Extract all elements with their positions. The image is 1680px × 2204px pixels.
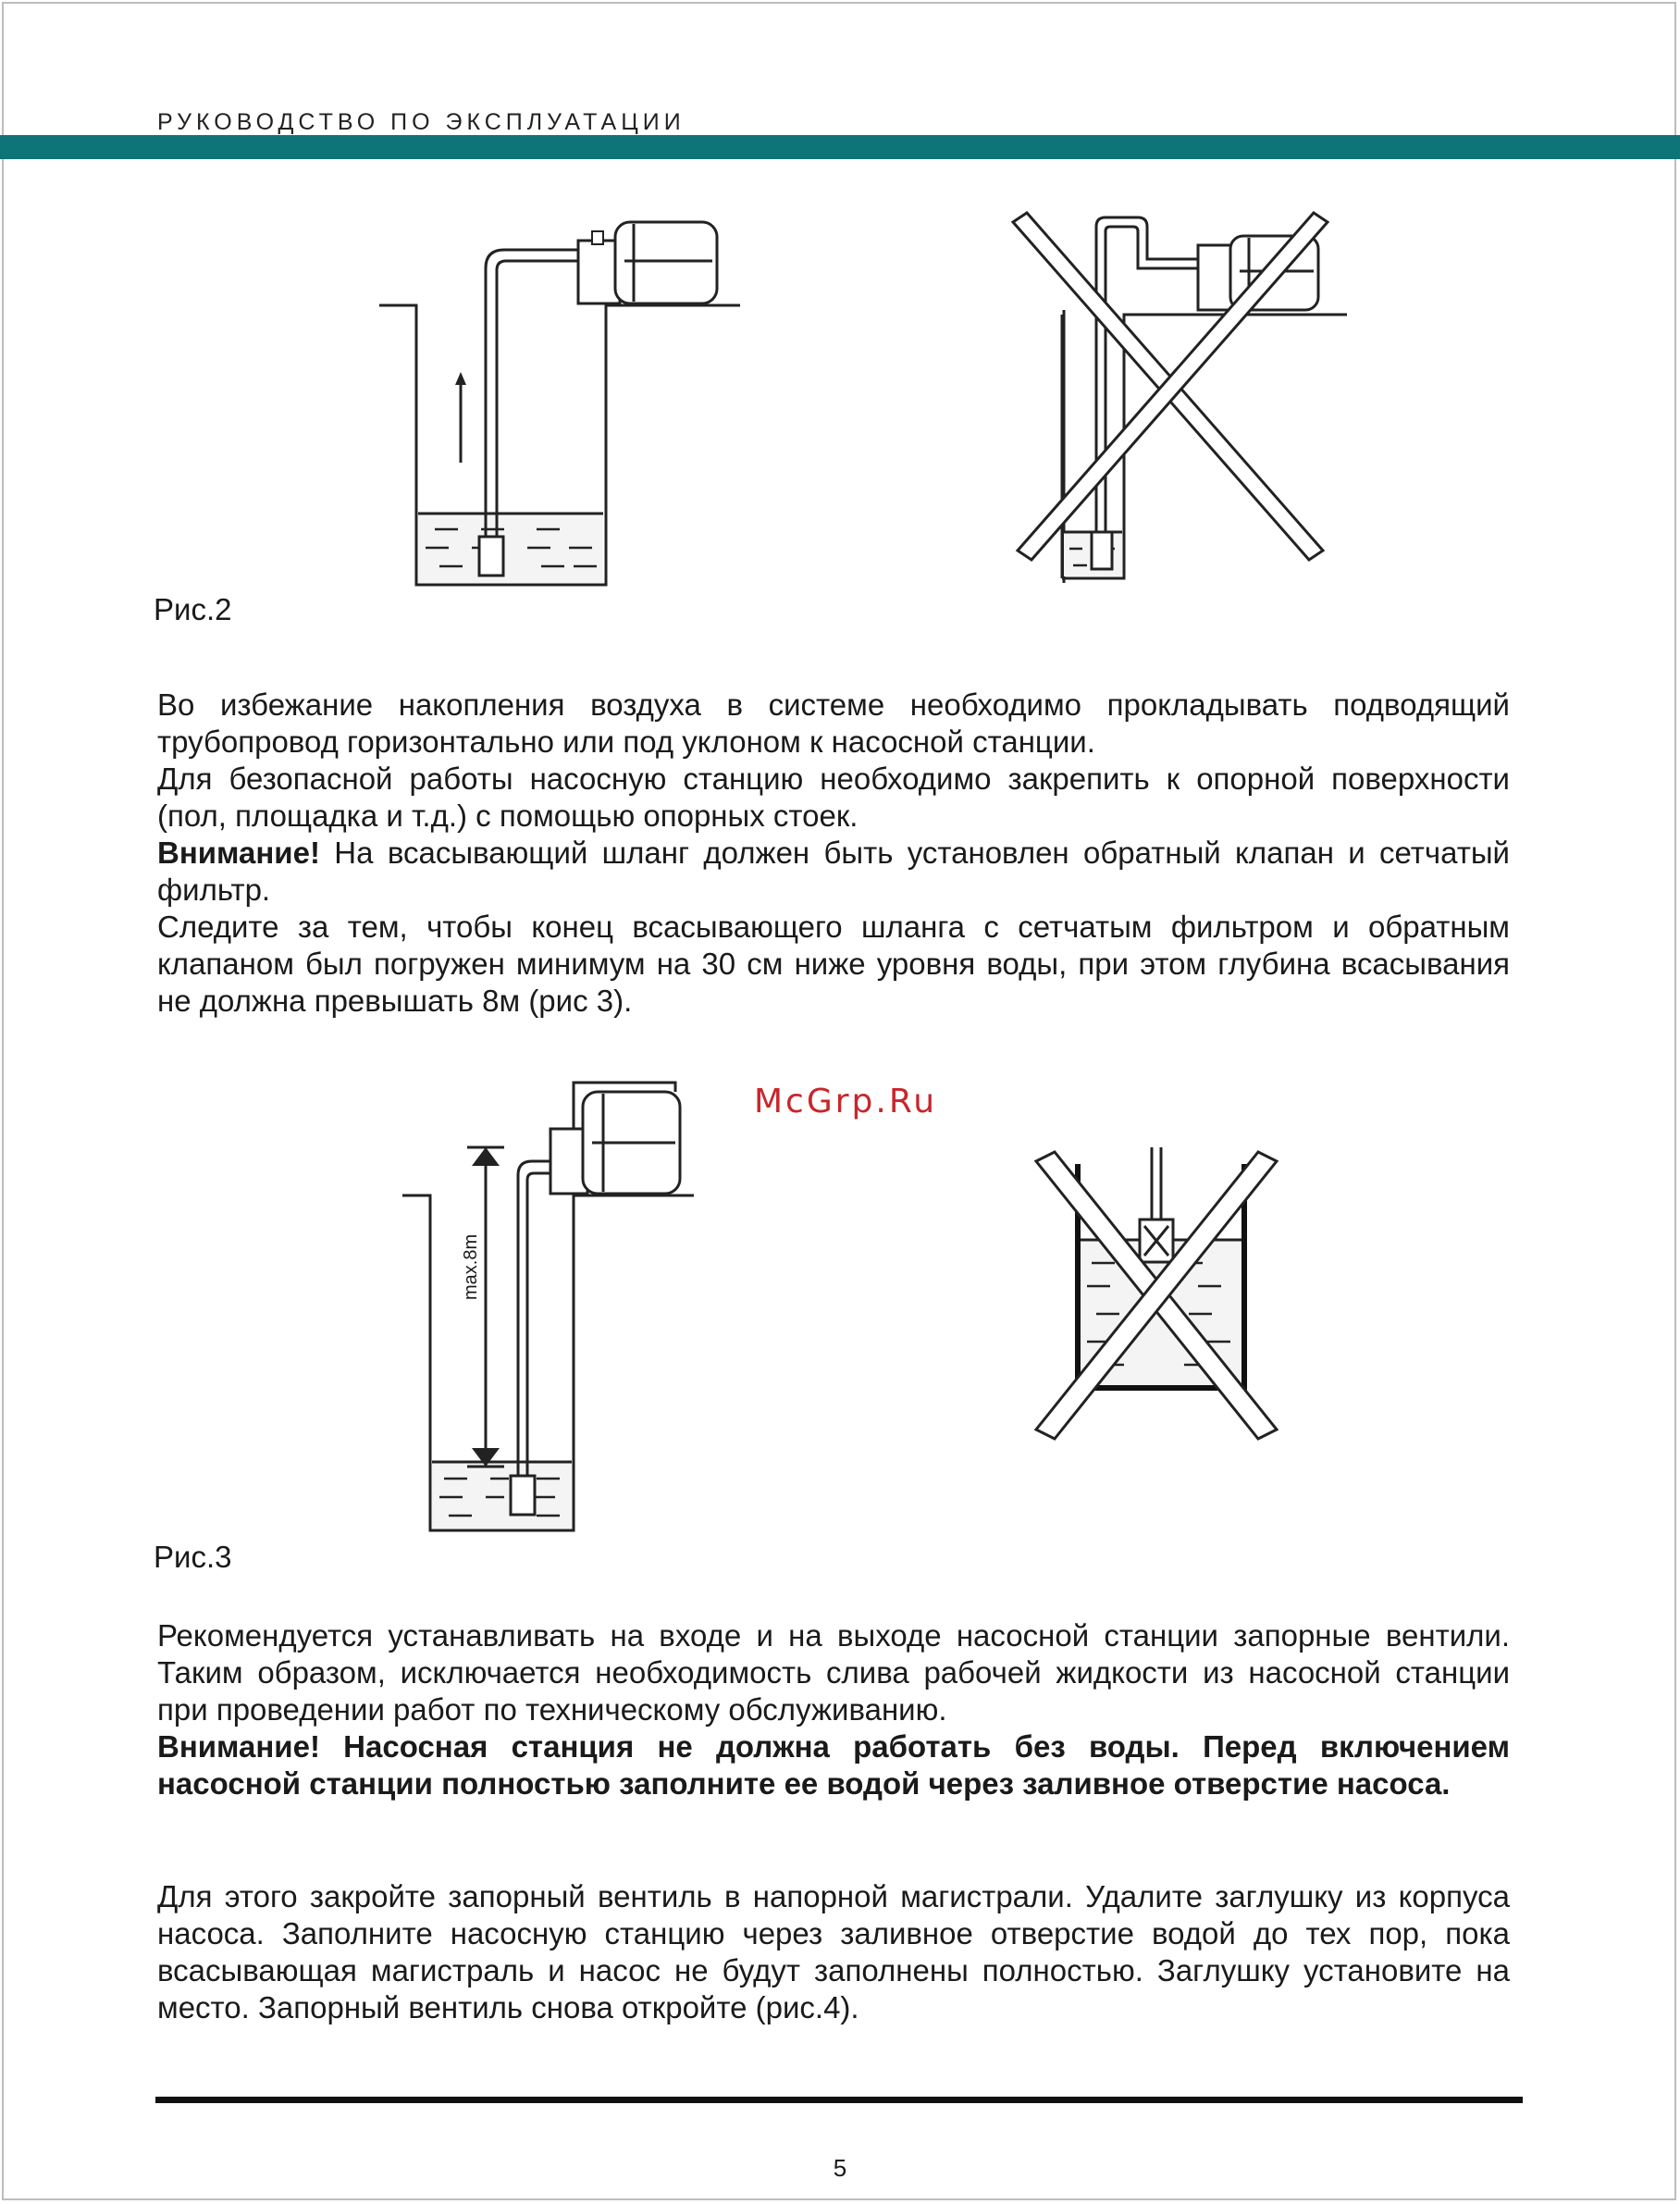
paragraph-filling-procedure: Для этого закройте запорный вентиль в напорной магистрали. Удалите заглушку из корпуса насоса. Заполните насосную станцию через заливное отверстие водой до тех пор, пока всасывающая магистраль и насос не будут заполнены полностью. Заглушку установите на место. Запорный вентиль снова откройте (рис.4). <box>157 1879 1510 2024</box>
paragraph-fixing: Для безопасной работы насосную станцию необходимо закрепить к опорной поверхности (пол, площадка и т.д.) с помощью опорных стоек. <box>157 761 1510 833</box>
attention-label: Внимание! <box>157 836 320 870</box>
depth-label: max.8m <box>461 1233 481 1300</box>
paragraph-attention-dry-run: Внимание! Насосная станция не должна работать без воды. Перед включением насосной станции полностью заполните ее водой через заливное отверстие насоса. <box>157 1729 1510 1801</box>
watermark: McGrp.Ru <box>754 1083 938 1121</box>
fig2-incorrect-diagram <box>1008 208 1360 583</box>
paragraph-attention-valve <box>157 835 1510 909</box>
fig2-caption: Рис.2 <box>154 592 232 626</box>
header-bar <box>0 135 1680 159</box>
header-title: РУКОВОДСТВО ПО ЭКСПЛУАТАЦИИ <box>157 109 686 135</box>
fig3-depth-diagram <box>398 1073 703 1536</box>
fig3-caption: Рис.3 <box>154 1540 232 1574</box>
paragraph-suction-depth: Следите за тем, чтобы конец всасывающего шланга с сетчатым фильтром и обратным клапаном был погружен минимум на 30 см ниже уровня воды, при этом глубина всасывания не должна превышать 8м (рис 3). <box>157 910 1510 1018</box>
attention-text: На всасывающий шланг должен быть установлен обратный клапан и сетчатый фильтр. <box>157 836 1510 907</box>
fig2-correct-diagram <box>370 204 759 592</box>
page-number: 5 <box>833 2154 847 2182</box>
footer-rule <box>155 2097 1523 2103</box>
paragraph-air-accumulation: Во избежание накопления воздуха в системе необходимо прокладывать подводящий трубопровод горизонтально или под уклоном к насосной станции. <box>157 687 1510 759</box>
paragraph-shutoff-valves: Рекомендуется устанавливать на входе и на выходе насосной станции запорные вентили. Таким образом, исключается необходимость слива рабочей жидкости из насосной станции при проведении работ по техническому обслуживанию. <box>157 1618 1510 1727</box>
fig3-incorrect-diagram <box>1031 1147 1281 1443</box>
